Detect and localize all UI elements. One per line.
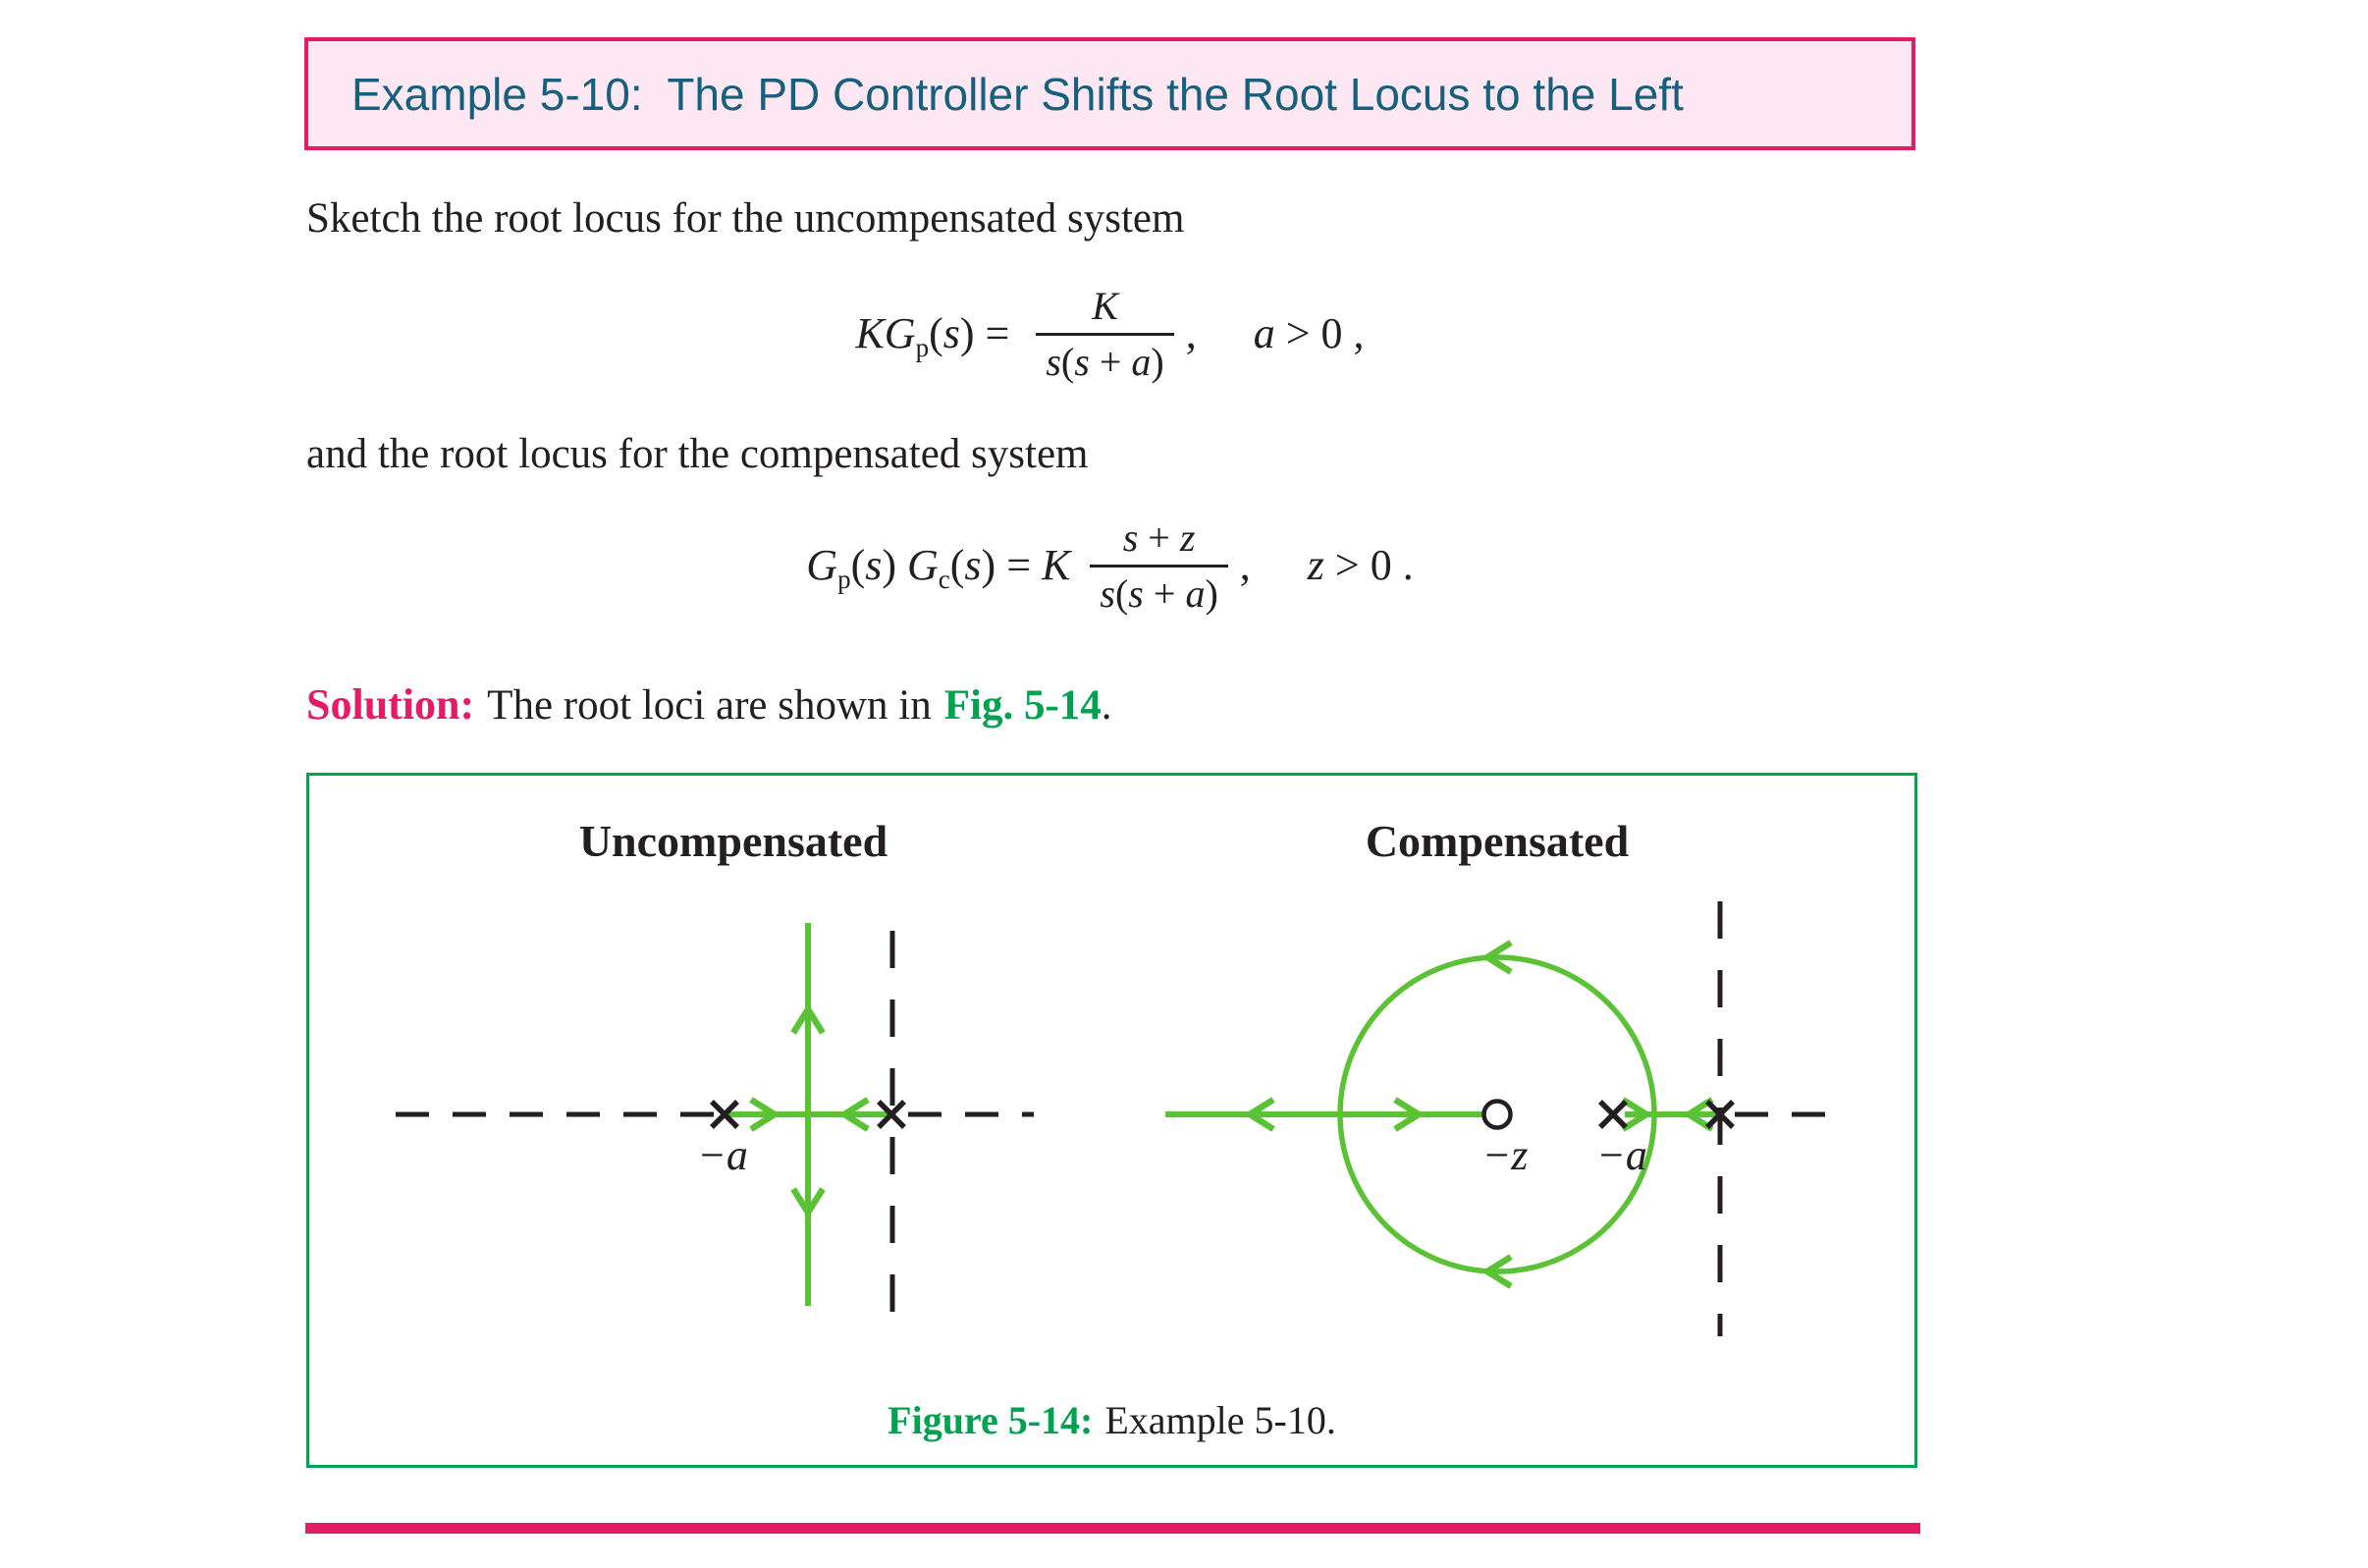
zero-marker-neg-z [1484,1102,1511,1128]
neg-a-label: −a [697,1131,748,1179]
neg-z-label: −z [1481,1131,1529,1179]
eq2-fraction [1090,516,1227,616]
fraction-bar [1036,333,1173,336]
figure-5-14-box [306,773,1917,1468]
left-plot-title: Uncompensated [578,816,888,866]
solution-text: The root loci are shown in [487,682,932,729]
equation-uncompensated [304,253,1915,414]
eq1-comma: , [1185,308,1197,357]
eq2-denominator: s(s + a) [1100,570,1218,616]
eq1-lhs: $KG_p(s)$ = [855,308,1021,362]
figure-caption-label: Figure 5-14: [888,1398,1094,1442]
uncompensated-plot [396,923,1034,1314]
equation-compensated [304,485,1915,646]
eq2-numerator: s + z [1122,514,1196,560]
paragraph-uncompensated: Sketch the root locus for the uncompensated system [306,195,1185,242]
solution-line [306,679,1112,730]
solution-period: . [1101,682,1112,729]
paragraph-compensated: and the root locus for the compensated system [306,431,1089,477]
example-title-box [304,37,1915,150]
root-locus-diagram [309,776,1914,1465]
pole-marker-neg-a [1600,1102,1626,1127]
eq2-lhs: $G_p(s) G_c(s) = K$ [806,540,1071,594]
eq2-condition: z > 0 . [1307,540,1414,589]
eq2-comma: , [1239,540,1251,589]
right-plot-title: Compensated [1365,816,1630,866]
eq1-numerator: K [1092,283,1118,328]
figure-caption-text: Example 5-10. [1104,1398,1336,1442]
example-title: Example 5-10: The PD Controller Shifts the Root Locus to the Left [351,68,1684,120]
solution-label: Solution: [306,680,475,729]
compensated-plot [1165,901,1829,1336]
eq1-denominator: s(s + a) [1046,339,1164,384]
figure-caption [309,1397,1914,1443]
fraction-bar [1090,565,1227,568]
eq1-condition: a > 0 , [1253,308,1365,357]
neg-a-label: −a [1596,1131,1647,1179]
figure-reference: Fig. 5-14 [943,682,1102,729]
eq1-fraction [1036,285,1173,384]
bottom-rule [305,1523,1920,1534]
